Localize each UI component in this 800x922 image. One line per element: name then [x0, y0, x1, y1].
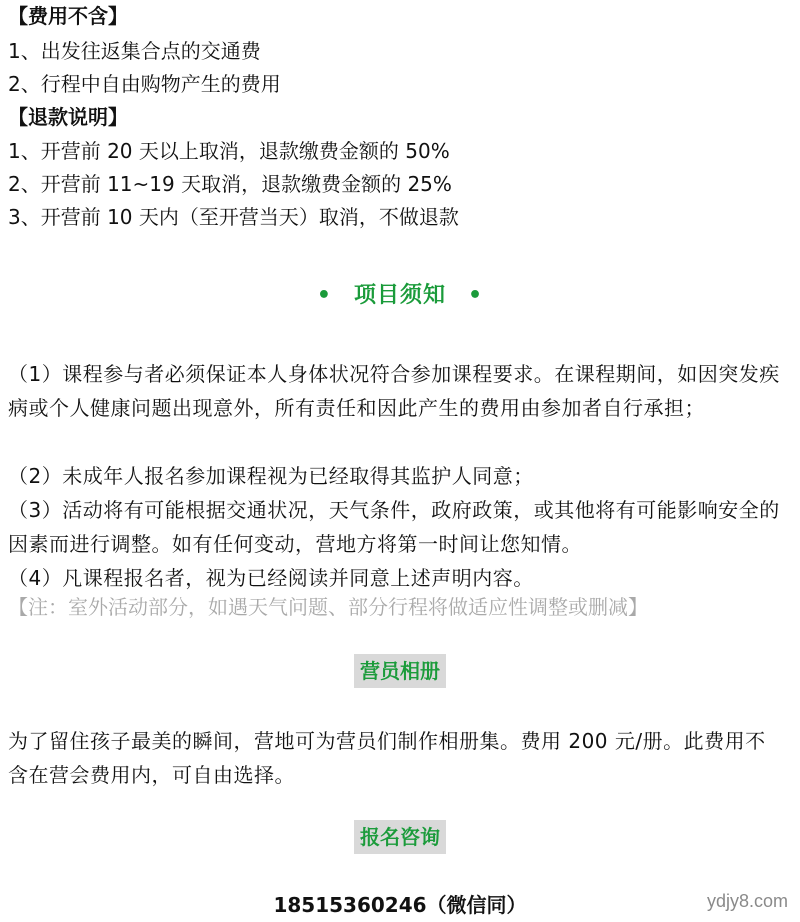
bullet-dot-right: • [468, 283, 484, 308]
consult-title: 报名咨询 [354, 820, 446, 854]
consult-phone: 18515360246（微信同） [273, 893, 527, 917]
album-title: 营员相册 [354, 654, 446, 688]
exclusions-item-2: 2、行程中自由购物产生的费用 [8, 72, 281, 96]
exclusions-item-1: 1、出发往返集合点的交通费 [8, 39, 261, 63]
refund-item-3: 3、开营前 10 天内（至开营当天）取消，不做退款 [8, 205, 459, 229]
album-title-badge [0, 654, 800, 688]
notice-item-1: （1）课程参与者必须保证本人身体状况符合参加课程要求。在课程期间，如因突发疾病或个人健康问题出现意外，所有责任和因此产生的费用由参加者自行承担； [8, 362, 780, 420]
notice-item-3: （3）活动将有可能根据交通状况，天气条件，政府政策，或其他将有可能影响安全的因素而进行调整。如有任何变动，营地方将第一时间让您知情。 [8, 498, 780, 556]
notice-item-2: （2）未成年人报名参加课程视为已经取得其监护人同意； [8, 464, 534, 488]
refund-heading: 【退款说明】 [8, 105, 128, 129]
notice-item-4: （4）凡课程报名者，视为已经阅读并同意上述声明内容。 [8, 566, 534, 590]
consult-title-badge [0, 820, 800, 854]
exclusions-heading: 【费用不含】 [8, 4, 128, 28]
notice-title-row [0, 281, 800, 311]
bullet-dot-left: • [316, 283, 332, 308]
refund-item-2: 2、开营前 11~19 天取消，退款缴费金额的 25% [8, 172, 452, 196]
refund-item-1: 1、开营前 20 天以上取消，退款缴费金额的 50% [8, 139, 450, 163]
notice-note: 【注：室外活动部分，如遇天气问题、部分行程将做适应性调整或删减】 [8, 595, 648, 619]
album-text: 为了留住孩子最美的瞬间，营地可为营员们制作相册集。费用 200 元/册。此费用不含在营会费用内，可自由选择。 [8, 729, 766, 787]
notice-title: 项目须知 [353, 283, 446, 308]
site-watermark: ydjy8.com [706, 891, 788, 911]
